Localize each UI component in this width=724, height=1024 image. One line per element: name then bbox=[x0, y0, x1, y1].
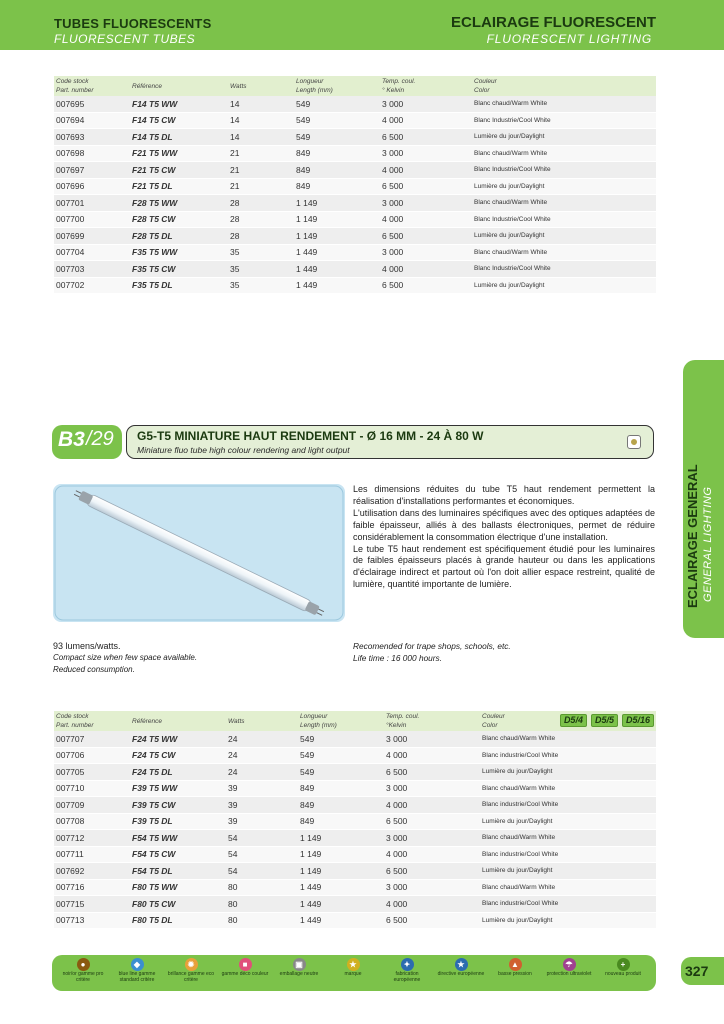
cell-length: 1 149 bbox=[294, 211, 380, 228]
section-title: G5-T5 MINIATURE HAUT RENDEMENT - Ø 16 MM - 24 À 80 W bbox=[137, 429, 484, 443]
cell-reference: F28 T5 DL bbox=[130, 228, 228, 245]
cell-code: 007702 bbox=[54, 277, 130, 294]
cell-reference: F54 T5 WW bbox=[130, 830, 226, 847]
legend-picto bbox=[436, 958, 486, 990]
cell-temp: 3 000 bbox=[380, 244, 472, 261]
cell-watts: 80 bbox=[226, 896, 298, 913]
cell-temp: 4 000 bbox=[380, 211, 472, 228]
feature-consumption: Reduced consumption. bbox=[53, 665, 135, 674]
table-row bbox=[54, 162, 656, 179]
cell-temp: 3 000 bbox=[380, 145, 472, 162]
cell-length: 549 bbox=[294, 112, 380, 129]
cell-reference: F24 T5 DL bbox=[130, 764, 226, 781]
legend-label: protection ultraviolet bbox=[546, 971, 592, 977]
table-row bbox=[54, 96, 656, 112]
table-row bbox=[54, 145, 656, 162]
cell-watts: 35 bbox=[228, 244, 294, 261]
product-features bbox=[53, 640, 197, 676]
header-right-title: ECLAIRAGE FLUORESCENT bbox=[450, 14, 656, 31]
cell-color: Blanc chaud/Warm White bbox=[472, 145, 656, 162]
cell-watts: 24 bbox=[226, 764, 298, 781]
cell-color: Blanc chaud/Warm White bbox=[472, 244, 656, 261]
cell-color: Blanc industrie/Cool White bbox=[480, 896, 656, 913]
gold-bulb-icon: ● bbox=[77, 958, 90, 971]
header-right-subtitle: FLUORESCENT LIGHTING bbox=[486, 32, 652, 46]
cell-color: Lumière du jour/Daylight bbox=[472, 228, 656, 245]
cell-color: Blanc Industrie/Cool White bbox=[472, 112, 656, 129]
cell-reference: F14 T5 CW bbox=[130, 112, 228, 129]
col-header-color: Couleur Color D5/4 D5/5 D5/16 bbox=[480, 711, 656, 731]
table-row bbox=[54, 129, 656, 146]
cell-color: Lumière du jour/Daylight bbox=[480, 764, 656, 781]
cell-temp: 4 000 bbox=[384, 846, 480, 863]
section-subtitle: Miniature fluo tube high colour rendering and light output bbox=[137, 445, 350, 455]
cell-reference: F54 T5 CW bbox=[130, 846, 226, 863]
cell-watts: 28 bbox=[228, 195, 294, 212]
cell-length: 1 149 bbox=[294, 195, 380, 212]
cell-code: 007716 bbox=[54, 879, 130, 896]
cell-watts: 54 bbox=[226, 846, 298, 863]
col-header-reference: Référence bbox=[130, 711, 226, 731]
cell-watts: 80 bbox=[226, 912, 298, 929]
table-row bbox=[54, 912, 656, 929]
cell-color: Blanc chaud/Warm White bbox=[480, 830, 656, 847]
cell-watts: 24 bbox=[226, 731, 298, 747]
brand-icon: ★ bbox=[347, 958, 360, 971]
description-paragraph: L'utilisation dans des luminaires spécifiques avec des optiques adaptées de faible épaisseur, alliés à des ballasts électroniques, permet de réduire considérablement la consommation électrique d'une installation. bbox=[353, 507, 655, 542]
recommendation-lifetime: Life time : 16 000 hours. bbox=[353, 653, 443, 663]
legend-label: noir/or gamme pro critère bbox=[62, 971, 104, 983]
table-row bbox=[54, 731, 656, 747]
cell-length: 1 149 bbox=[298, 830, 384, 847]
uv-protection-icon: ☂ bbox=[563, 958, 576, 971]
cell-reference: F54 T5 DL bbox=[130, 863, 226, 880]
cell-code: 007700 bbox=[54, 211, 130, 228]
section-number: B3 bbox=[58, 428, 85, 451]
cell-reference: F14 T5 WW bbox=[130, 96, 228, 112]
table-row bbox=[54, 195, 656, 212]
cell-code: 007698 bbox=[54, 145, 130, 162]
cell-length: 1 449 bbox=[298, 896, 384, 913]
cell-code: 007715 bbox=[54, 896, 130, 913]
cell-watts: 24 bbox=[226, 747, 298, 764]
side-tab-subtitle: GENERAL LIGHTING bbox=[702, 486, 714, 602]
legend-picto bbox=[274, 958, 324, 990]
cell-length: 1 449 bbox=[294, 277, 380, 294]
cell-length: 849 bbox=[294, 162, 380, 179]
cell-length: 849 bbox=[294, 145, 380, 162]
cell-temp: 3 000 bbox=[380, 96, 472, 112]
section-subnumber: /29 bbox=[86, 428, 114, 450]
cell-reference: F21 T5 WW bbox=[130, 145, 228, 162]
cell-length: 1 449 bbox=[298, 912, 384, 929]
cell-code: 007713 bbox=[54, 912, 130, 929]
cell-color: Blanc chaud/Warm White bbox=[480, 879, 656, 896]
cell-watts: 21 bbox=[228, 178, 294, 195]
legend-picto bbox=[112, 958, 162, 990]
page-number-tab bbox=[681, 957, 724, 985]
cell-code: 007697 bbox=[54, 162, 130, 179]
cell-reference: F80 T5 CW bbox=[130, 896, 226, 913]
cell-reference: F14 T5 DL bbox=[130, 129, 228, 146]
page-number: 327 bbox=[685, 963, 709, 979]
side-tab-title: ECLAIRAGE GENERAL bbox=[685, 464, 700, 608]
brilliance-icon: ✹ bbox=[185, 958, 198, 971]
cell-length: 849 bbox=[294, 178, 380, 195]
col-header-reference: Référence bbox=[130, 76, 228, 96]
cell-watts: 54 bbox=[226, 863, 298, 880]
cell-color: Lumière du jour/Daylight bbox=[472, 277, 656, 294]
legend-label: basse pression bbox=[498, 971, 532, 977]
cell-watts: 14 bbox=[228, 96, 294, 112]
cell-code: 007696 bbox=[54, 178, 130, 195]
col-header-length: Longueur Length (mm) bbox=[294, 76, 380, 96]
table-row bbox=[54, 896, 656, 913]
cell-watts: 39 bbox=[226, 797, 298, 814]
cell-length: 1 149 bbox=[298, 846, 384, 863]
eu-directive-icon: ★ bbox=[455, 958, 468, 971]
legend-label: nouveau produit bbox=[605, 971, 641, 977]
table-row bbox=[54, 747, 656, 764]
cell-code: 007693 bbox=[54, 129, 130, 146]
cell-watts: 35 bbox=[228, 261, 294, 278]
col-header-watts: Watts bbox=[228, 76, 294, 96]
cell-reference: F28 T5 WW bbox=[130, 195, 228, 212]
cell-color: Lumière du jour/Daylight bbox=[480, 863, 656, 880]
cell-length: 1 449 bbox=[298, 879, 384, 896]
cell-length: 549 bbox=[298, 747, 384, 764]
cell-temp: 4 000 bbox=[380, 261, 472, 278]
legend-label: marque bbox=[344, 971, 362, 977]
legend-picto bbox=[382, 958, 432, 990]
cell-color: Lumière du jour/Daylight bbox=[472, 129, 656, 146]
europe-manufacture-icon: ✦ bbox=[401, 958, 414, 971]
table-row bbox=[54, 830, 656, 847]
cell-color: Blanc industrie/Cool White bbox=[480, 747, 656, 764]
cell-color: Lumière du jour/Daylight bbox=[480, 912, 656, 929]
cell-length: 1 149 bbox=[294, 228, 380, 245]
legend-label: directive européenne bbox=[437, 971, 485, 977]
cell-watts: 80 bbox=[226, 879, 298, 896]
cell-watts: 39 bbox=[226, 780, 298, 797]
low-pressure-icon: ▲ bbox=[509, 958, 522, 971]
cell-code: 007695 bbox=[54, 96, 130, 112]
cell-watts: 28 bbox=[228, 228, 294, 245]
cell-temp: 3 000 bbox=[380, 195, 472, 212]
legend-picto bbox=[490, 958, 540, 990]
legend-picto bbox=[58, 958, 108, 990]
header-left-subtitle: FLUORESCENT TUBES bbox=[54, 32, 196, 46]
cell-color: Blanc industrie/Cool White bbox=[480, 797, 656, 814]
cell-temp: 6 500 bbox=[384, 764, 480, 781]
cell-code: 007699 bbox=[54, 228, 130, 245]
feature-compact: Compact size when few space available. bbox=[53, 653, 198, 662]
table-header-row bbox=[54, 76, 656, 96]
legend-label: fabrication européenne bbox=[393, 971, 421, 983]
cell-temp: 3 000 bbox=[384, 731, 480, 747]
cell-length: 849 bbox=[298, 780, 384, 797]
cell-reference: F28 T5 CW bbox=[130, 211, 228, 228]
fluorescent-tube-image bbox=[53, 484, 345, 622]
legend-label: brillance gamme eco critère bbox=[167, 971, 215, 983]
cell-reference: F35 T5 DL bbox=[130, 277, 228, 294]
cell-length: 549 bbox=[298, 731, 384, 747]
cell-code: 007711 bbox=[54, 846, 130, 863]
cell-code: 007704 bbox=[54, 244, 130, 261]
cell-watts: 54 bbox=[226, 830, 298, 847]
cell-color: Blanc industrie/Cool White bbox=[480, 846, 656, 863]
cell-color: Blanc Industrie/Cool White bbox=[472, 162, 656, 179]
cell-color: Blanc chaud/Warm White bbox=[480, 780, 656, 797]
cell-color: Blanc Industrie/Cool White bbox=[472, 261, 656, 278]
cell-reference: F39 T5 DL bbox=[130, 813, 226, 830]
table-row bbox=[54, 846, 656, 863]
cell-code: 007703 bbox=[54, 261, 130, 278]
cell-reference: F21 T5 CW bbox=[130, 162, 228, 179]
legend-picto bbox=[544, 958, 594, 990]
cell-temp: 6 500 bbox=[384, 912, 480, 929]
table-row bbox=[54, 879, 656, 896]
cell-length: 1 449 bbox=[294, 261, 380, 278]
cell-temp: 4 000 bbox=[384, 896, 480, 913]
section-heading bbox=[52, 425, 655, 459]
cell-watts: 21 bbox=[228, 162, 294, 179]
cell-color: Lumière du jour/Daylight bbox=[480, 813, 656, 830]
cell-temp: 4 000 bbox=[380, 112, 472, 129]
cell-watts: 35 bbox=[228, 277, 294, 294]
cell-temp: 3 000 bbox=[384, 830, 480, 847]
table-row bbox=[54, 178, 656, 195]
footer-legend-bar bbox=[52, 955, 656, 991]
cell-length: 549 bbox=[294, 129, 380, 146]
cell-reference: F35 T5 CW bbox=[130, 261, 228, 278]
section-number-badge bbox=[52, 425, 122, 459]
luminaire-ref-badge[interactable]: D5/16 bbox=[622, 714, 654, 727]
blue-line-icon: ◆ bbox=[131, 958, 144, 971]
cell-watts: 14 bbox=[228, 129, 294, 146]
col-header-code: Code stock Part. number bbox=[54, 76, 130, 96]
legend-picto bbox=[220, 958, 270, 990]
cell-color: Lumière du jour/Daylight bbox=[472, 178, 656, 195]
table-row bbox=[54, 261, 656, 278]
cell-reference: F24 T5 CW bbox=[130, 747, 226, 764]
cell-temp: 3 000 bbox=[384, 780, 480, 797]
table-row bbox=[54, 228, 656, 245]
table-row bbox=[54, 112, 656, 129]
cell-reference: F80 T5 DL bbox=[130, 912, 226, 929]
new-product-icon: + bbox=[617, 958, 630, 971]
table-row bbox=[54, 813, 656, 830]
cell-code: 007706 bbox=[54, 747, 130, 764]
table-row bbox=[54, 764, 656, 781]
legend-label: emballage neutre bbox=[279, 971, 319, 977]
cell-code: 007692 bbox=[54, 863, 130, 880]
col-header-length: Longueur Length (mm) bbox=[298, 711, 384, 731]
description-paragraph: Le tube T5 haut rendement est spécifiquement étudié pour les luminaires de faibles épaisseurs placés à grande hauteur ou dans les applications d'éclairage indirect et partout où l'on doit allier espace restreint, qualité de lumière, quantité importante de lumière. bbox=[353, 543, 655, 590]
cell-code: 007705 bbox=[54, 764, 130, 781]
table-header-row bbox=[54, 711, 656, 731]
cell-reference: F21 T5 DL bbox=[130, 178, 228, 195]
section-title-box bbox=[126, 425, 654, 459]
bulb-socket-icon bbox=[627, 435, 641, 449]
cell-code: 007701 bbox=[54, 195, 130, 212]
cell-length: 549 bbox=[298, 764, 384, 781]
product-table-g5-t5 bbox=[54, 711, 656, 929]
cell-watts: 39 bbox=[226, 813, 298, 830]
cell-color: Blanc Industrie/Cool White bbox=[472, 211, 656, 228]
cell-length: 1 149 bbox=[298, 863, 384, 880]
legend-picto bbox=[598, 958, 648, 990]
legend-label: gamme déco couleur bbox=[221, 971, 269, 977]
cell-temp: 4 000 bbox=[384, 747, 480, 764]
cell-reference: F24 T5 WW bbox=[130, 731, 226, 747]
cell-watts: 28 bbox=[228, 211, 294, 228]
cell-reference: F80 T5 WW bbox=[130, 879, 226, 896]
cell-color: Blanc chaud/Warm White bbox=[472, 96, 656, 112]
cell-length: 1 449 bbox=[294, 244, 380, 261]
header-left-title: TUBES FLUORESCENTS bbox=[54, 16, 212, 31]
col-header-watts: Watts bbox=[226, 711, 298, 731]
cell-temp: 3 000 bbox=[384, 879, 480, 896]
col-header-code: Code stock Part. number bbox=[54, 711, 130, 731]
legend-label: blue line gamme standard critère bbox=[118, 971, 156, 983]
cell-color: Blanc chaud/Warm White bbox=[472, 195, 656, 212]
table-row bbox=[54, 277, 656, 294]
cell-temp: 6 500 bbox=[384, 813, 480, 830]
cell-temp: 6 500 bbox=[384, 863, 480, 880]
cell-code: 007694 bbox=[54, 112, 130, 129]
product-description bbox=[353, 484, 655, 591]
feature-lumens: 93 lumens/watts. bbox=[53, 641, 121, 651]
cell-temp: 6 500 bbox=[380, 178, 472, 195]
table-row bbox=[54, 780, 656, 797]
legend-picto bbox=[166, 958, 216, 990]
col-header-temp: Temp. coul. ° Kelvin bbox=[380, 76, 472, 96]
side-tab-general-lighting bbox=[683, 360, 724, 638]
tube-drawing bbox=[53, 484, 345, 622]
cell-length: 849 bbox=[298, 797, 384, 814]
table-row bbox=[54, 244, 656, 261]
table-row bbox=[54, 863, 656, 880]
cell-temp: 4 000 bbox=[380, 162, 472, 179]
legend-picto bbox=[328, 958, 378, 990]
cell-length: 549 bbox=[294, 96, 380, 112]
cell-code: 007712 bbox=[54, 830, 130, 847]
recommendation-usage: Recomended for trape shops, schools, etc. bbox=[353, 641, 511, 651]
deco-range-icon: ■ bbox=[239, 958, 252, 971]
cell-code: 007708 bbox=[54, 813, 130, 830]
page-header bbox=[0, 0, 724, 50]
cell-code: 007710 bbox=[54, 780, 130, 797]
cell-watts: 14 bbox=[228, 112, 294, 129]
description-paragraph: Les dimensions réduites du tube T5 haut rendement permettent la réalisation d'installations performantes et économiques. bbox=[353, 484, 655, 506]
packaging-icon: ▣ bbox=[293, 958, 306, 971]
cell-watts: 21 bbox=[228, 145, 294, 162]
cell-temp: 6 500 bbox=[380, 228, 472, 245]
product-recommendation bbox=[353, 640, 511, 664]
table-row bbox=[54, 797, 656, 814]
cell-reference: F39 T5 WW bbox=[130, 780, 226, 797]
col-header-color: Couleur Color bbox=[472, 76, 656, 96]
cell-temp: 6 500 bbox=[380, 277, 472, 294]
cell-color: Blanc chaud/Warm White bbox=[480, 731, 656, 747]
cell-reference: F39 T5 CW bbox=[130, 797, 226, 814]
cell-code: 007707 bbox=[54, 731, 130, 747]
luminaire-ref-badge[interactable]: D5/5 bbox=[591, 714, 618, 727]
luminaire-ref-badge[interactable]: D5/4 bbox=[560, 714, 587, 727]
table-row bbox=[54, 211, 656, 228]
cell-code: 007709 bbox=[54, 797, 130, 814]
cell-length: 849 bbox=[298, 813, 384, 830]
product-table-t5 bbox=[54, 76, 656, 294]
cell-temp: 6 500 bbox=[380, 129, 472, 146]
cell-temp: 4 000 bbox=[384, 797, 480, 814]
cell-reference: F35 T5 WW bbox=[130, 244, 228, 261]
col-header-temp: Temp. coul. °Kelvin bbox=[384, 711, 480, 731]
